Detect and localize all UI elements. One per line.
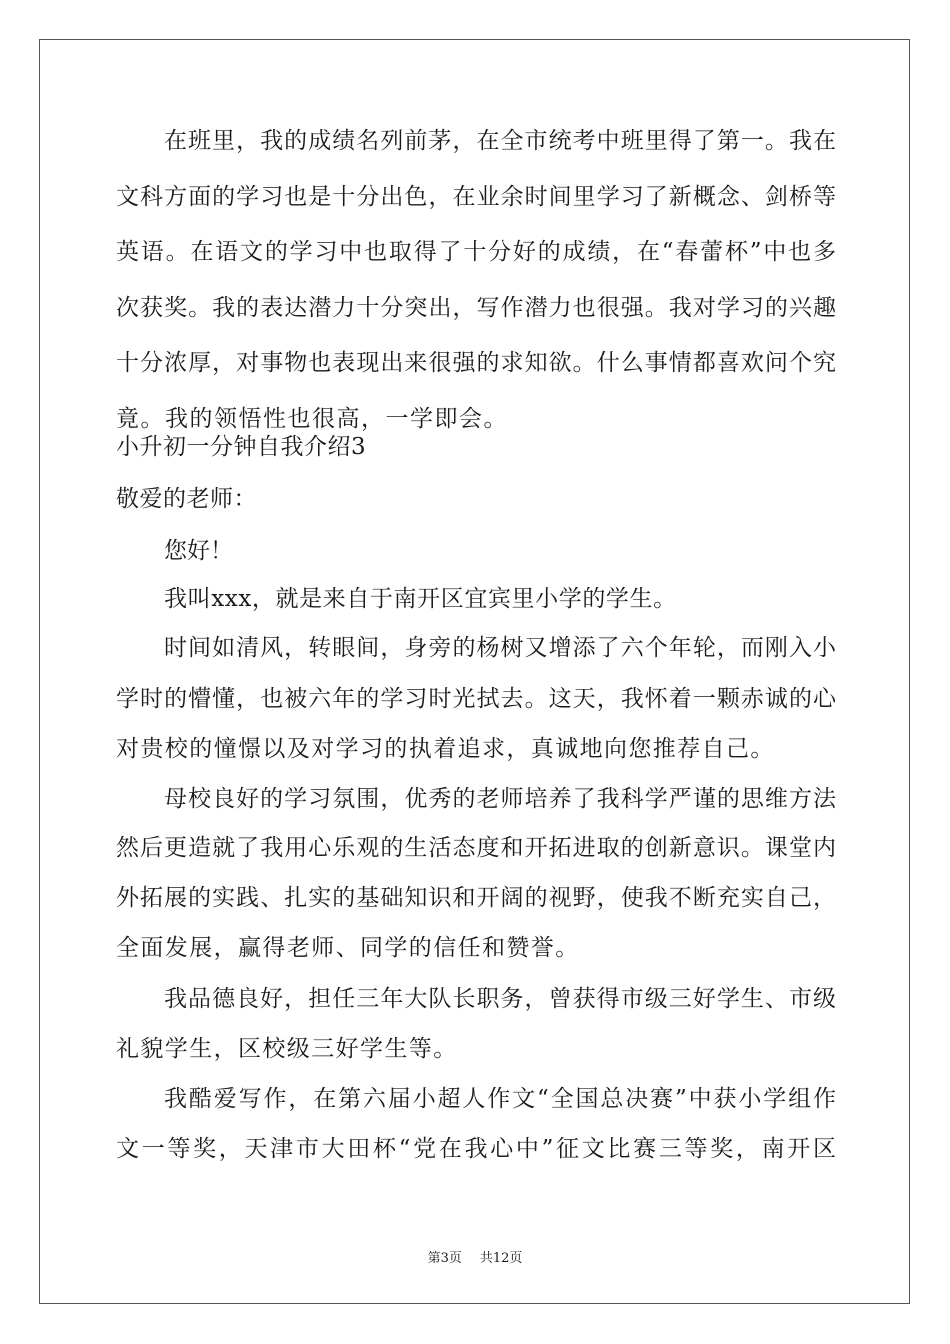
paragraph-line: 然后更造就了我用心乐观的生活态度和开拓进取的创新意识。课堂内	[116, 835, 836, 861]
paragraph-line: 我品德良好，担任三年大队长职务，曾获得市级三好学生、市级	[164, 986, 836, 1012]
paragraph-line: 学时的懵懂，也被六年的学习时光拭去。这天，我怀着一颗赤诚的心	[116, 686, 836, 712]
paragraph-line: 文一等奖，天津市大田杯“党在我心中”征文比赛三等奖，南开区	[116, 1136, 836, 1162]
paragraph-line: 次获奖。我的表达潜力十分突出，写作潜力也很强。我对学习的兴趣	[116, 295, 836, 321]
greeting: 您好！	[164, 538, 233, 564]
paragraph-line: 我叫xxx，就是来自于南开区宜宾里小学的学生。	[164, 586, 677, 612]
page-footer	[0, 1247, 950, 1266]
paragraph-line: 全面发展，赢得老师、同学的信任和赞誉。	[116, 935, 580, 961]
page-border	[39, 39, 910, 1304]
paragraph-line: 我酷爱写作，在第六届小超人作文“全国总决赛”中获小学组作	[164, 1086, 836, 1112]
paragraph-line: 礼貌学生，区校级三好学生等。	[116, 1036, 458, 1062]
paragraph-line: 英语。在语文的学习中也取得了十分好的成绩，在“春蕾杯”中也多	[116, 239, 836, 265]
section-title: 小升初一分钟自我介绍3	[116, 434, 367, 460]
salutation: 敬爱的老师：	[116, 486, 257, 512]
paragraph-line: 十分浓厚，对事物也表现出来很强的求知欲。什么事情都喜欢问个究	[116, 350, 836, 376]
paragraph-line: 对贵校的憧憬以及对学习的执着追求，真诚地向您推荐自己。	[116, 736, 775, 762]
paragraph-line: 外拓展的实践、扎实的基础知识和开阔的视野，使我不断充实自己，	[116, 885, 836, 911]
page-total: 共12页	[479, 1251, 523, 1266]
paragraph-line: 在班里，我的成绩名列前茅，在全市统考中班里得了第一。我在	[164, 128, 836, 154]
page-number: 第3页	[427, 1251, 462, 1266]
paragraph-line: 文科方面的学习也是十分出色，在业余时间里学习了新概念、剑桥等	[116, 184, 836, 210]
paragraph-line: 时间如清风，转眼间，身旁的杨树又增添了六个年轮，而刚入小	[164, 635, 836, 661]
paragraph-line: 母校良好的学习氛围，优秀的老师培养了我科学严谨的思维方法	[164, 786, 836, 812]
paragraph-line: 竟。我的领悟性也很高，一学即会。	[116, 406, 508, 432]
